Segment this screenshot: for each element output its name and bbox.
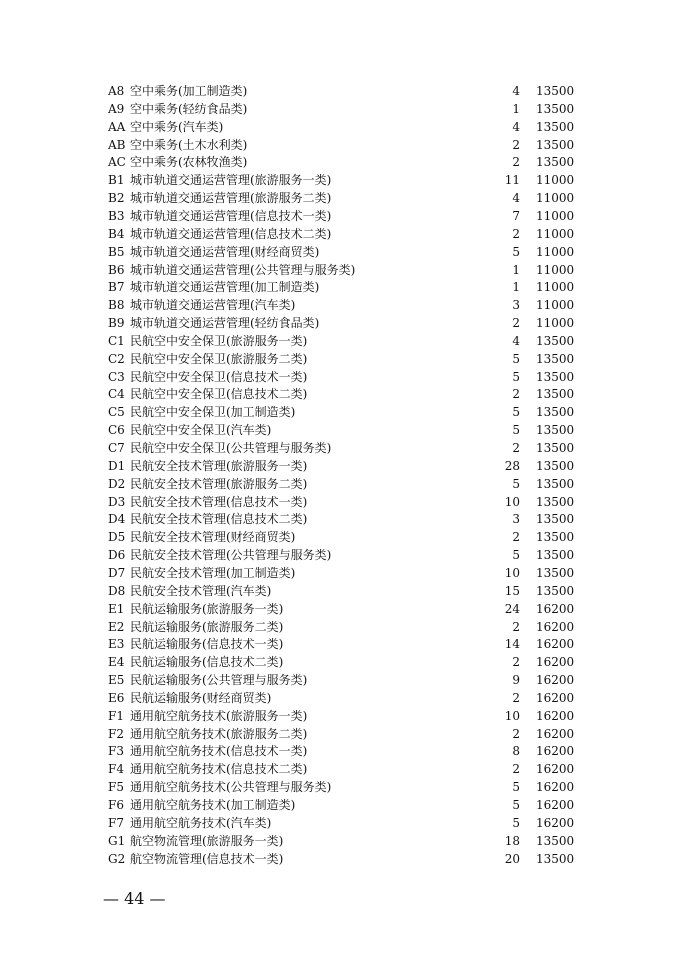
program-name: 民航安全技术管理(财经商贸类) bbox=[130, 530, 296, 545]
tuition-fee: 16200 bbox=[536, 601, 575, 616]
enrollment-count: 10 bbox=[504, 494, 520, 509]
tuition-fee: 13500 bbox=[536, 119, 575, 134]
enrollment-count: 4 bbox=[512, 191, 520, 206]
list-item bbox=[0, 653, 680, 671]
enrollment-count: 18 bbox=[504, 833, 520, 848]
list-item bbox=[0, 707, 680, 725]
enrollment-count: 2 bbox=[512, 619, 520, 634]
tuition-fee: 13500 bbox=[536, 101, 575, 116]
program-code: AB bbox=[108, 137, 126, 152]
list-item bbox=[0, 618, 680, 636]
enrollment-count: 5 bbox=[512, 798, 520, 812]
program-code: D1 bbox=[108, 458, 126, 473]
page-number: — 44 — bbox=[103, 889, 166, 908]
program-code: AA bbox=[108, 119, 126, 134]
enrollment-count: 2 bbox=[512, 762, 520, 777]
enrollment-count: 2 bbox=[512, 155, 520, 170]
program-code: C5 bbox=[108, 405, 125, 420]
tuition-fee: 13500 bbox=[536, 423, 575, 438]
program-name: 通用航空航务技术(汽车类) bbox=[130, 815, 272, 830]
list-item bbox=[0, 314, 680, 332]
list-item bbox=[0, 296, 680, 314]
tuition-fee: 16200 bbox=[536, 798, 575, 812]
program-code: D6 bbox=[108, 548, 126, 563]
enrollment-count: 2 bbox=[512, 226, 520, 241]
program-code: B2 bbox=[108, 191, 125, 206]
program-name: 城市轨道交通运营管理(旅游服务二类) bbox=[130, 191, 332, 206]
tuition-fee: 13500 bbox=[536, 369, 575, 384]
enrollment-count: 5 bbox=[512, 244, 520, 259]
tuition-fee: 13500 bbox=[536, 333, 575, 348]
program-name: 民航运输服务(旅游服务二类) bbox=[130, 619, 284, 634]
list-item bbox=[0, 457, 680, 475]
tuition-fee: 13500 bbox=[536, 458, 575, 473]
program-name: 航空物流管理(信息技术一类) bbox=[130, 851, 284, 866]
list-item bbox=[0, 350, 680, 368]
program-code: B7 bbox=[108, 280, 125, 295]
list-item bbox=[0, 528, 680, 546]
program-name: 民航运输服务(旅游服务一类) bbox=[130, 601, 284, 616]
list-item bbox=[0, 385, 680, 403]
program-name: 民航运输服务(信息技术一类) bbox=[130, 637, 284, 652]
list-item bbox=[0, 278, 680, 296]
tuition-fee: 11000 bbox=[536, 226, 575, 241]
enrollment-count: 1 bbox=[512, 280, 520, 295]
program-name: 空中乘务(汽车类) bbox=[130, 119, 224, 134]
program-code: F2 bbox=[108, 726, 124, 741]
program-name: 民航空中安全保卫(信息技术二类) bbox=[130, 387, 308, 402]
list-item bbox=[0, 207, 680, 225]
program-code: F3 bbox=[108, 744, 124, 759]
list-item bbox=[0, 814, 680, 832]
tuition-fee: 13500 bbox=[536, 84, 575, 98]
program-code: C7 bbox=[108, 441, 125, 455]
enrollment-count: 10 bbox=[504, 565, 520, 580]
enrollment-count: 10 bbox=[504, 708, 520, 723]
program-code: B1 bbox=[108, 173, 125, 188]
program-name: 空中乘务(加工制造类) bbox=[130, 84, 248, 98]
tuition-fee: 16200 bbox=[536, 726, 575, 741]
list-item bbox=[0, 742, 680, 760]
list-item bbox=[0, 243, 680, 261]
tuition-fee: 16200 bbox=[536, 637, 575, 652]
program-code: D3 bbox=[108, 494, 126, 509]
program-code: C1 bbox=[108, 333, 125, 348]
tuition-fee: 11000 bbox=[536, 208, 575, 223]
list-item bbox=[0, 796, 680, 814]
program-code: B4 bbox=[108, 226, 125, 241]
program-name: 通用航空航务技术(信息技术二类) bbox=[130, 762, 308, 777]
list-item bbox=[0, 850, 680, 868]
program-code: C4 bbox=[108, 387, 125, 402]
list-item bbox=[0, 635, 680, 653]
enrollment-count: 9 bbox=[512, 673, 520, 688]
enrollment-count: 5 bbox=[512, 780, 520, 795]
tuition-fee: 13500 bbox=[536, 530, 575, 545]
tuition-fee: 16200 bbox=[536, 673, 575, 688]
tuition-fee: 16200 bbox=[536, 690, 575, 705]
tuition-fee: 16200 bbox=[536, 744, 575, 759]
list-item bbox=[0, 225, 680, 243]
program-code: D7 bbox=[108, 565, 126, 580]
program-code: G2 bbox=[108, 851, 126, 866]
enrollment-count: 2 bbox=[512, 690, 520, 705]
list-item bbox=[0, 582, 680, 600]
enrollment-count: 4 bbox=[512, 333, 520, 348]
list-item bbox=[0, 261, 680, 279]
enrollment-count: 28 bbox=[504, 458, 520, 473]
list-item bbox=[0, 439, 680, 457]
program-name: 民航安全技术管理(信息技术二类) bbox=[130, 512, 308, 527]
tuition-fee: 13500 bbox=[536, 155, 575, 170]
enrollment-count: 1 bbox=[512, 101, 520, 116]
tuition-fee: 13500 bbox=[536, 494, 575, 509]
program-name: 城市轨道交通运营管理(公共管理与服务类) bbox=[130, 262, 356, 277]
program-code: C6 bbox=[108, 423, 125, 438]
tuition-fee: 11000 bbox=[536, 280, 575, 295]
enrollment-count: 8 bbox=[512, 744, 520, 759]
program-code: B5 bbox=[108, 244, 125, 259]
program-name: 民航空中安全保卫(信息技术一类) bbox=[130, 369, 308, 384]
program-name: 空中乘务(轻纺食品类) bbox=[130, 101, 248, 116]
enrollment-count: 5 bbox=[512, 369, 520, 384]
program-name: 城市轨道交通运营管理(加工制造类) bbox=[130, 280, 320, 295]
program-code: B6 bbox=[108, 262, 125, 277]
program-name: 通用航空航务技术(信息技术一类) bbox=[130, 744, 308, 759]
enrollment-count: 3 bbox=[512, 512, 520, 527]
program-name: 民航空中安全保卫(旅游服务一类) bbox=[130, 333, 308, 348]
program-name: 航空物流管理(旅游服务一类) bbox=[130, 833, 284, 848]
program-code: E6 bbox=[108, 690, 125, 705]
program-name: 民航安全技术管理(旅游服务一类) bbox=[130, 458, 308, 473]
program-code: A9 bbox=[108, 101, 125, 116]
enrollment-count: 20 bbox=[504, 851, 520, 866]
enrollment-count: 2 bbox=[512, 726, 520, 741]
program-code: E5 bbox=[108, 673, 125, 688]
program-name: 民航运输服务(信息技术二类) bbox=[130, 655, 284, 670]
program-code: E4 bbox=[108, 655, 125, 670]
program-code: F6 bbox=[108, 798, 124, 812]
program-code: D5 bbox=[108, 530, 126, 545]
list-item bbox=[0, 82, 680, 100]
list-item bbox=[0, 564, 680, 582]
enrollment-count: 24 bbox=[504, 601, 520, 616]
list-item bbox=[0, 153, 680, 171]
tuition-fee: 13500 bbox=[536, 476, 575, 491]
tuition-fee: 11000 bbox=[536, 173, 575, 188]
tuition-fee: 16200 bbox=[536, 780, 575, 795]
tuition-fee: 13500 bbox=[536, 441, 575, 455]
program-code: F1 bbox=[108, 708, 124, 723]
program-name: 民航安全技术管理(加工制造类) bbox=[130, 565, 296, 580]
tuition-fee: 13500 bbox=[536, 851, 575, 866]
tuition-fee: 16200 bbox=[536, 619, 575, 634]
enrollment-count: 11 bbox=[504, 173, 520, 188]
program-code: B8 bbox=[108, 298, 125, 313]
enrollment-count: 4 bbox=[512, 84, 520, 98]
enrollment-count: 2 bbox=[512, 655, 520, 670]
tuition-fee: 16200 bbox=[536, 762, 575, 777]
program-code: D4 bbox=[108, 512, 126, 527]
program-name: 通用航空航务技术(旅游服务一类) bbox=[130, 708, 308, 723]
program-code: C2 bbox=[108, 351, 125, 366]
enrollment-count: 1 bbox=[512, 262, 520, 277]
enrollment-count: 3 bbox=[512, 298, 520, 313]
enrollment-count: 7 bbox=[512, 208, 520, 223]
program-code: B3 bbox=[108, 208, 125, 223]
program-code: B9 bbox=[108, 316, 125, 331]
tuition-fee: 11000 bbox=[536, 298, 575, 313]
list-item bbox=[0, 493, 680, 511]
tuition-fee: 13500 bbox=[536, 351, 575, 366]
program-name: 民航空中安全保卫(旅游服务二类) bbox=[130, 351, 308, 366]
tuition-fee: 13500 bbox=[536, 405, 575, 420]
enrollment-count: 5 bbox=[512, 405, 520, 420]
list-item bbox=[0, 171, 680, 189]
program-name: 城市轨道交通运营管理(信息技术一类) bbox=[130, 208, 332, 223]
list-item bbox=[0, 689, 680, 707]
tuition-fee: 13500 bbox=[536, 833, 575, 848]
program-name: 民航空中安全保卫(公共管理与服务类) bbox=[130, 441, 332, 455]
program-name: 空中乘务(土木水利类) bbox=[130, 137, 248, 152]
program-code: F5 bbox=[108, 780, 124, 795]
enrollment-count: 2 bbox=[512, 387, 520, 402]
program-code: G1 bbox=[108, 833, 126, 848]
tuition-fee: 13500 bbox=[536, 565, 575, 580]
program-code: E3 bbox=[108, 637, 125, 652]
list-item bbox=[0, 189, 680, 207]
program-name: 城市轨道交通运营管理(旅游服务一类) bbox=[130, 173, 332, 188]
program-code: A8 bbox=[108, 84, 125, 98]
tuition-fee: 11000 bbox=[536, 316, 575, 331]
tuition-fee: 13500 bbox=[536, 387, 575, 402]
enrollment-count: 2 bbox=[512, 137, 520, 152]
enrollment-count: 5 bbox=[512, 423, 520, 438]
tuition-fee: 13500 bbox=[536, 137, 575, 152]
tuition-fee: 13500 bbox=[536, 512, 575, 527]
enrollment-count: 5 bbox=[512, 548, 520, 563]
program-code: D8 bbox=[108, 583, 126, 598]
list-item bbox=[0, 421, 680, 439]
program-name: 空中乘务(农林牧渔类) bbox=[130, 155, 248, 170]
program-name: 城市轨道交通运营管理(汽车类) bbox=[130, 298, 296, 313]
list-item bbox=[0, 403, 680, 421]
program-code: C3 bbox=[108, 369, 125, 384]
tuition-fee: 13500 bbox=[536, 548, 575, 563]
tuition-fee: 11000 bbox=[536, 191, 575, 206]
list-item bbox=[0, 118, 680, 136]
list-item bbox=[0, 725, 680, 743]
program-name: 通用航空航务技术(公共管理与服务类) bbox=[130, 780, 332, 795]
enrollment-count: 2 bbox=[512, 530, 520, 545]
list-item bbox=[0, 510, 680, 528]
program-code: E1 bbox=[108, 601, 125, 616]
program-code: E2 bbox=[108, 619, 125, 634]
enrollment-count: 5 bbox=[512, 351, 520, 366]
list-item bbox=[0, 832, 680, 850]
tuition-fee: 13500 bbox=[536, 583, 575, 598]
list-item bbox=[0, 600, 680, 618]
enrollment-count: 5 bbox=[512, 815, 520, 830]
program-name: 民航安全技术管理(汽车类) bbox=[130, 583, 272, 598]
list-item bbox=[0, 475, 680, 493]
list-item bbox=[0, 671, 680, 689]
tuition-fee: 11000 bbox=[536, 262, 575, 277]
enrollment-count: 15 bbox=[504, 583, 520, 598]
program-name: 民航安全技术管理(公共管理与服务类) bbox=[130, 548, 332, 563]
enrollment-count: 2 bbox=[512, 441, 520, 455]
program-name: 城市轨道交通运营管理(财经商贸类) bbox=[130, 244, 320, 259]
program-name: 民航运输服务(财经商贸类) bbox=[130, 690, 272, 705]
enrollment-count: 4 bbox=[512, 119, 520, 134]
program-name: 民航空中安全保卫(加工制造类) bbox=[130, 405, 296, 420]
program-code: AC bbox=[108, 155, 126, 170]
tuition-fee: 16200 bbox=[536, 655, 575, 670]
enrollment-count: 2 bbox=[512, 316, 520, 331]
program-name: 城市轨道交通运营管理(信息技术二类) bbox=[130, 226, 332, 241]
list-item bbox=[0, 332, 680, 350]
list-item bbox=[0, 136, 680, 154]
list-item bbox=[0, 546, 680, 564]
program-name: 民航安全技术管理(旅游服务二类) bbox=[130, 476, 308, 491]
program-name: 通用航空航务技术(旅游服务二类) bbox=[130, 726, 308, 741]
tuition-fee: 11000 bbox=[536, 244, 575, 259]
enrollment-count: 14 bbox=[504, 637, 520, 652]
list-item bbox=[0, 760, 680, 778]
program-name: 通用航空航务技术(加工制造类) bbox=[130, 798, 296, 812]
list-item bbox=[0, 100, 680, 118]
program-name: 城市轨道交通运营管理(轻纺食品类) bbox=[130, 316, 320, 331]
program-name: 民航运输服务(公共管理与服务类) bbox=[130, 673, 308, 688]
list-item bbox=[0, 778, 680, 796]
list-item bbox=[0, 368, 680, 386]
tuition-fee: 16200 bbox=[536, 708, 575, 723]
enrollment-count: 5 bbox=[512, 476, 520, 491]
program-code: D2 bbox=[108, 476, 126, 491]
program-code: F7 bbox=[108, 815, 124, 830]
tuition-fee: 16200 bbox=[536, 815, 575, 830]
program-code: F4 bbox=[108, 762, 124, 777]
program-name: 民航安全技术管理(信息技术一类) bbox=[130, 494, 308, 509]
program-name: 民航空中安全保卫(汽车类) bbox=[130, 423, 272, 438]
